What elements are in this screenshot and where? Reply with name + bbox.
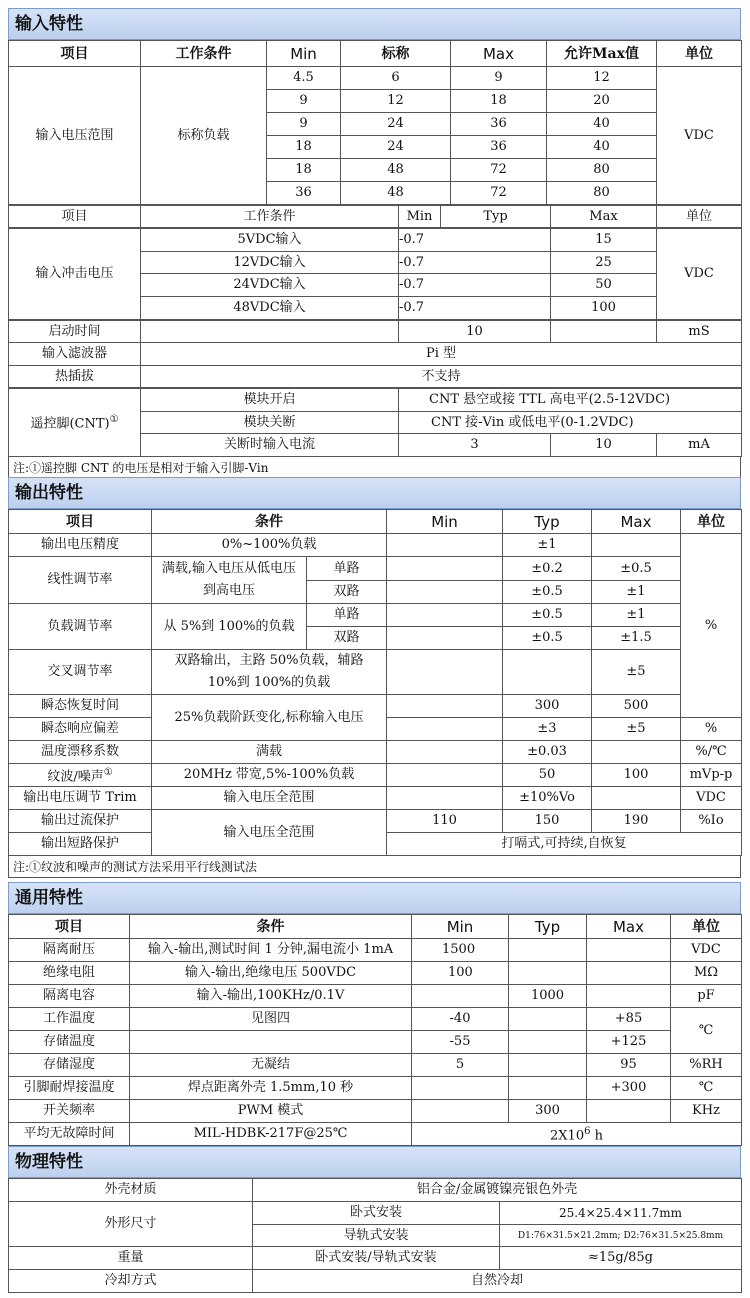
unit-cell: mA — [657, 434, 742, 457]
unit-cell: MΩ — [671, 962, 742, 985]
table-row — [9, 1247, 742, 1270]
empty-cell — [387, 741, 503, 764]
value-cell: 24 — [341, 113, 451, 136]
value-cell: 12 — [547, 67, 657, 90]
condition-cell: 输入电压全范围 — [152, 787, 387, 810]
value-cell: 300 — [503, 695, 592, 718]
value-cell: 5 — [412, 1054, 509, 1077]
table-row — [9, 1123, 742, 1146]
condition-cell: 满载,输入电压从低电压到高电压 — [152, 557, 307, 604]
condition-cell: 输入-输出,绝缘电压 500VDC — [130, 962, 412, 985]
unit-cell: ℃ — [671, 1077, 742, 1100]
row-label: 开关频率 — [9, 1100, 130, 1123]
remote-label: 遥控脚(CNT) — [30, 416, 110, 432]
row-label — [9, 764, 152, 787]
condition-cell: MIL-HDBK-217F@25℃ — [130, 1123, 412, 1146]
value-cell: 10 — [551, 434, 657, 457]
table-row — [9, 741, 742, 764]
value-cell: Pi 型 — [141, 343, 742, 366]
empty-cell — [592, 534, 681, 557]
row-label: 输入滤波器 — [9, 343, 141, 366]
ripple-label: 纹波/噪声 — [47, 769, 104, 785]
table-row — [9, 604, 742, 627]
table-row — [9, 985, 742, 1008]
col-header: 单位 — [681, 510, 742, 534]
condition-cell: 24VDC输入 — [141, 274, 399, 297]
row-label: 输出电压精度 — [9, 534, 152, 557]
sub-label: 双路 — [307, 627, 387, 650]
condition-cell: 双路输出，主路 50%负载，辅路 10%到 100%的负载 — [152, 650, 387, 695]
mtbf-exponent: 6 — [584, 1125, 591, 1137]
row-label: 重量 — [9, 1247, 253, 1270]
empty-cell — [509, 1031, 587, 1054]
footnote-mark: ① — [109, 414, 119, 426]
value-cell: +125 — [587, 1031, 671, 1054]
value-cell: ±0.5 — [503, 581, 592, 604]
empty-cell — [592, 741, 681, 764]
row-label: 外形尺寸 — [9, 1202, 253, 1247]
empty-cell — [509, 1008, 587, 1031]
row-label — [9, 389, 141, 457]
table-row — [9, 1270, 742, 1293]
row-label: 输出短路保护 — [9, 833, 152, 856]
table-row — [9, 1054, 742, 1077]
output-table — [8, 509, 742, 856]
row-label: 线性调节率 — [9, 557, 152, 604]
table-row — [9, 557, 742, 581]
unit-cell: %/℃ — [681, 741, 742, 764]
footnote-mark: ① — [103, 766, 113, 778]
condition-cell: 48VDC输入 — [141, 297, 399, 320]
col-header: Min — [387, 510, 503, 534]
value-cell: 自然冷却 — [253, 1270, 742, 1293]
col-header: 项目 — [9, 41, 141, 67]
condition-cell: 输入-输出,100KHz/0.1V — [130, 985, 412, 1008]
value-cell — [587, 985, 671, 1008]
value-cell: 80 — [547, 182, 657, 205]
col-header: Min — [399, 206, 441, 228]
col-header: 项目 — [9, 510, 152, 534]
unit-cell: % — [681, 534, 742, 718]
value-cell: ≈15g/85g — [500, 1247, 742, 1270]
value-cell: ±10%Vo — [503, 787, 592, 810]
empty-cell — [387, 627, 503, 650]
output-note: 注:①纹波和噪声的测试方法采用平行线测试法 — [8, 856, 741, 878]
value-cell — [412, 985, 509, 1008]
value-cell: 1000 — [509, 985, 587, 1008]
row-label: 输出过流保护 — [9, 810, 152, 833]
value-cell — [509, 962, 587, 985]
mtbf-value: 2X10 — [550, 1128, 585, 1144]
empty-cell — [551, 321, 657, 343]
empty-cell — [387, 695, 503, 718]
output-section-title: 输出特性 — [8, 477, 741, 509]
condition-cell: 输入-输出,测试时间 1 分钟,漏电流小 1mA — [130, 939, 412, 962]
row-label: 温度漂移系数 — [9, 741, 152, 764]
table-row — [9, 1100, 742, 1123]
general-table — [8, 914, 742, 1146]
value-cell: CNT 接-Vin 或低电平(0-1.2VDC) — [399, 412, 742, 434]
table-row — [9, 229, 742, 252]
value-cell: 72 — [451, 182, 547, 205]
value-cell: 铝合金/金属镀镍亮银色外壳 — [253, 1179, 742, 1202]
table-row — [9, 321, 742, 343]
output-header-row — [9, 510, 742, 534]
table-row — [9, 810, 742, 833]
input-note: 注:①遥控脚 CNT 的电压是相对于输入引脚-Vin — [8, 457, 741, 479]
col-header: 工作条件 — [141, 41, 267, 67]
row-label: 输入电压范围 — [9, 67, 141, 205]
value-cell: 12 — [341, 90, 451, 113]
value-cell: +85 — [587, 1008, 671, 1031]
row-label: 隔离电容 — [9, 985, 130, 1008]
value-cell: 36 — [451, 136, 547, 159]
empty-cell — [412, 1100, 509, 1123]
condition-cell: 输入电压全范围 — [152, 810, 387, 856]
condition-cell: 标称负载 — [141, 67, 267, 205]
input-misc-table — [8, 320, 742, 388]
physical-section — [8, 1146, 741, 1293]
value-cell: 25 — [551, 252, 657, 274]
table-row — [9, 695, 742, 718]
table-row — [9, 764, 742, 787]
value-cell: 9 — [451, 67, 547, 90]
value-cell: ±3 — [503, 718, 592, 741]
value-cell: ±1 — [503, 534, 592, 557]
value-cell: CNT 悬空或接 TTL 高电平(2.5-12VDC) — [399, 389, 742, 412]
value-cell: ±1 — [592, 581, 681, 604]
table-row — [9, 1008, 742, 1031]
empty-cell — [387, 650, 503, 695]
value-cell: 9 — [267, 113, 341, 136]
empty-cell — [509, 1054, 587, 1077]
unit-cell: VDC — [681, 787, 742, 810]
value-cell — [587, 939, 671, 962]
value-cell: -55 — [412, 1031, 509, 1054]
empty-cell — [141, 321, 399, 343]
sub-label: 双路 — [307, 581, 387, 604]
unit-cell: VDC — [657, 67, 742, 205]
sub-label: 单路 — [307, 604, 387, 627]
col-header: Min — [412, 915, 509, 939]
value-cell: 50 — [551, 274, 657, 297]
value-cell: ±0.2 — [503, 557, 592, 581]
condition-cell: 见图四 — [130, 1008, 412, 1031]
input-table-2 — [8, 205, 742, 228]
empty-cell — [387, 557, 503, 581]
empty-cell — [592, 787, 681, 810]
value-cell: 15 — [551, 229, 657, 252]
physical-table — [8, 1178, 742, 1293]
general-header-row — [9, 915, 742, 939]
condition-cell: 12VDC输入 — [141, 252, 399, 274]
row-label: 瞬态恢复时间 — [9, 695, 152, 718]
empty-cell — [387, 787, 503, 810]
row-label: 瞬态响应偏差 — [9, 718, 152, 741]
input-header-row — [9, 41, 742, 67]
condition-cell: 卧式安装 — [253, 1202, 500, 1225]
empty-cell — [387, 718, 503, 741]
value-cell: -0.7 — [399, 252, 551, 274]
value-cell: ±0.5 — [503, 604, 592, 627]
table-row — [9, 650, 742, 695]
col-header: Typ — [441, 206, 551, 228]
value-cell: 24 — [341, 136, 451, 159]
col-header: Max — [451, 41, 547, 67]
row-label: 负载调节率 — [9, 604, 152, 650]
value-cell: 100 — [551, 297, 657, 320]
col-header: Max — [592, 510, 681, 534]
value-cell: 36 — [267, 182, 341, 205]
table-row — [9, 962, 742, 985]
condition-cell: 25%负载阶跃变化,标称输入电压 — [152, 695, 387, 741]
col-header: 单位 — [657, 206, 742, 228]
value-cell: ±1 — [592, 604, 681, 627]
row-label: 热插拔 — [9, 366, 141, 388]
value-cell: 25.4×25.4×11.7mm — [500, 1202, 742, 1225]
col-header: 条件 — [152, 510, 387, 534]
col-header: 项目 — [9, 206, 141, 228]
row-label: 存储湿度 — [9, 1054, 130, 1077]
value-cell: ±1.5 — [592, 627, 681, 650]
general-section — [8, 882, 741, 1146]
row-label: 引脚耐焊接温度 — [9, 1077, 130, 1100]
value-cell: 不支持 — [141, 366, 742, 388]
col-header: Max — [587, 915, 671, 939]
condition-cell: 导轨式安装 — [253, 1225, 500, 1247]
value-cell: 打嗝式,可持续,自恢复 — [387, 833, 742, 856]
table-row — [9, 366, 742, 388]
unit-cell: mVp-p — [681, 764, 742, 787]
col-header: 允许Max值 — [547, 41, 657, 67]
value-cell: 4.5 — [267, 67, 341, 90]
unit-cell: %RH — [671, 1054, 742, 1077]
table-row — [9, 343, 742, 366]
row-label: 工作温度 — [9, 1008, 130, 1031]
value-cell: ±5 — [592, 650, 681, 695]
value-cell: 48 — [341, 182, 451, 205]
row-label: 外壳材质 — [9, 1179, 253, 1202]
table-row — [9, 67, 742, 90]
col-header: 标称 — [341, 41, 451, 67]
value-cell: 72 — [451, 159, 547, 182]
value-cell — [412, 1123, 742, 1146]
condition-cell: 卧式安装/导轨式安装 — [253, 1247, 500, 1270]
table-row — [9, 1202, 742, 1225]
row-label: 隔离耐压 — [9, 939, 130, 962]
col-header: Typ — [503, 510, 592, 534]
input-header-row-2 — [9, 206, 742, 228]
condition-cell: 模块开启 — [141, 389, 399, 412]
value-cell: 18 — [267, 159, 341, 182]
row-label: 存储温度 — [9, 1031, 130, 1054]
empty-cell — [130, 1031, 412, 1054]
condition-cell: 20MHz 带宽,5%-100%负载 — [152, 764, 387, 787]
table-row — [9, 1031, 742, 1054]
input-section — [8, 8, 741, 479]
value-cell: +300 — [587, 1077, 671, 1100]
value-cell: 190 — [592, 810, 681, 833]
col-header: 工作条件 — [141, 206, 399, 228]
general-section-title: 通用特性 — [8, 882, 741, 914]
unit-cell: ℃ — [671, 1008, 742, 1054]
value-cell: 40 — [547, 113, 657, 136]
unit-cell: VDC — [671, 939, 742, 962]
value-cell: 100 — [412, 962, 509, 985]
value-cell: -0.7 — [399, 229, 551, 252]
row-label: 启动时间 — [9, 321, 141, 343]
unit-cell: VDC — [657, 229, 742, 320]
row-label: 冷却方式 — [9, 1270, 253, 1293]
value-cell: 10 — [399, 321, 551, 343]
value-cell: ±5 — [592, 718, 681, 741]
row-label: 输入冲击电压 — [9, 229, 141, 320]
condition-cell: PWM 模式 — [130, 1100, 412, 1123]
unit-cell: %Io — [681, 810, 742, 833]
value-cell — [509, 939, 587, 962]
empty-cell — [387, 581, 503, 604]
col-header: Min — [267, 41, 341, 67]
condition-cell: 从 5%到 100%的负载 — [152, 604, 307, 650]
value-cell: -40 — [412, 1008, 509, 1031]
condition-cell: 满载 — [152, 741, 387, 764]
value-cell: 50 — [503, 764, 592, 787]
value-cell: 95 — [587, 1054, 671, 1077]
col-header: Max — [551, 206, 657, 228]
unit-cell: mS — [657, 321, 742, 343]
row-label: 平均无故障时间 — [9, 1123, 130, 1146]
value-cell: 500 — [592, 695, 681, 718]
value-cell: 18 — [267, 136, 341, 159]
empty-cell — [387, 604, 503, 627]
col-header: 单位 — [657, 41, 742, 67]
empty-cell — [387, 764, 503, 787]
value-cell: 150 — [503, 810, 592, 833]
physical-section-title: 物理特性 — [8, 1146, 741, 1178]
empty-cell — [387, 534, 503, 557]
unit-cell: pF — [671, 985, 742, 1008]
col-header: 单位 — [671, 915, 742, 939]
surge-table — [8, 228, 742, 320]
unit-cell: % — [681, 718, 742, 741]
table-row — [9, 389, 742, 412]
mtbf-suffix: h — [590, 1128, 603, 1144]
value-cell: 40 — [547, 136, 657, 159]
col-header: 条件 — [130, 915, 412, 939]
remote-table — [8, 388, 742, 457]
value-cell: 48 — [341, 159, 451, 182]
table-row — [9, 787, 742, 810]
row-label: 绝缘电阻 — [9, 962, 130, 985]
row-label: 输出电压调节 Trim — [9, 787, 152, 810]
value-cell: -0.7 — [399, 297, 551, 320]
value-cell: 300 — [509, 1100, 587, 1123]
value-cell: 36 — [451, 113, 547, 136]
empty-cell — [587, 1100, 671, 1123]
value-cell: 1500 — [412, 939, 509, 962]
condition-cell: 关断时输入电流 — [141, 434, 399, 457]
value-cell: 3 — [399, 434, 551, 457]
table-row — [9, 534, 742, 557]
value-cell: 20 — [547, 90, 657, 113]
col-header: 项目 — [9, 915, 130, 939]
empty-cell — [412, 1077, 509, 1100]
value-cell: ±0.5 — [503, 627, 592, 650]
value-cell: D1:76×31.5×21.2mm; D2:76×31.5×25.8mm — [500, 1225, 742, 1247]
value-cell: -0.7 — [399, 274, 551, 297]
condition-cell: 模块关断 — [141, 412, 399, 434]
table-row — [9, 1077, 742, 1100]
condition-cell: 5VDC输入 — [141, 229, 399, 252]
value-cell: ±0.03 — [503, 741, 592, 764]
table-row — [9, 1179, 742, 1202]
value-cell: 100 — [592, 764, 681, 787]
condition-cell: 0%~100%负载 — [152, 534, 387, 557]
value-cell: 18 — [451, 90, 547, 113]
value-cell: 9 — [267, 90, 341, 113]
unit-cell: KHz — [671, 1100, 742, 1123]
input-section-title: 输入特性 — [8, 8, 741, 40]
value-cell — [587, 962, 671, 985]
empty-cell — [503, 650, 592, 695]
sub-label: 单路 — [307, 557, 387, 581]
value-cell: 80 — [547, 159, 657, 182]
value-cell: 6 — [341, 67, 451, 90]
col-header: Typ — [509, 915, 587, 939]
table-row — [9, 939, 742, 962]
condition-cell: 焊点距离外壳 1.5mm,10 秒 — [130, 1077, 412, 1100]
empty-cell — [509, 1077, 587, 1100]
input-table — [8, 40, 742, 205]
value-cell: ±0.5 — [592, 557, 681, 581]
value-cell: 110 — [387, 810, 503, 833]
row-label: 交叉调节率 — [9, 650, 152, 695]
output-section — [8, 477, 741, 878]
condition-cell: 无凝结 — [130, 1054, 412, 1077]
